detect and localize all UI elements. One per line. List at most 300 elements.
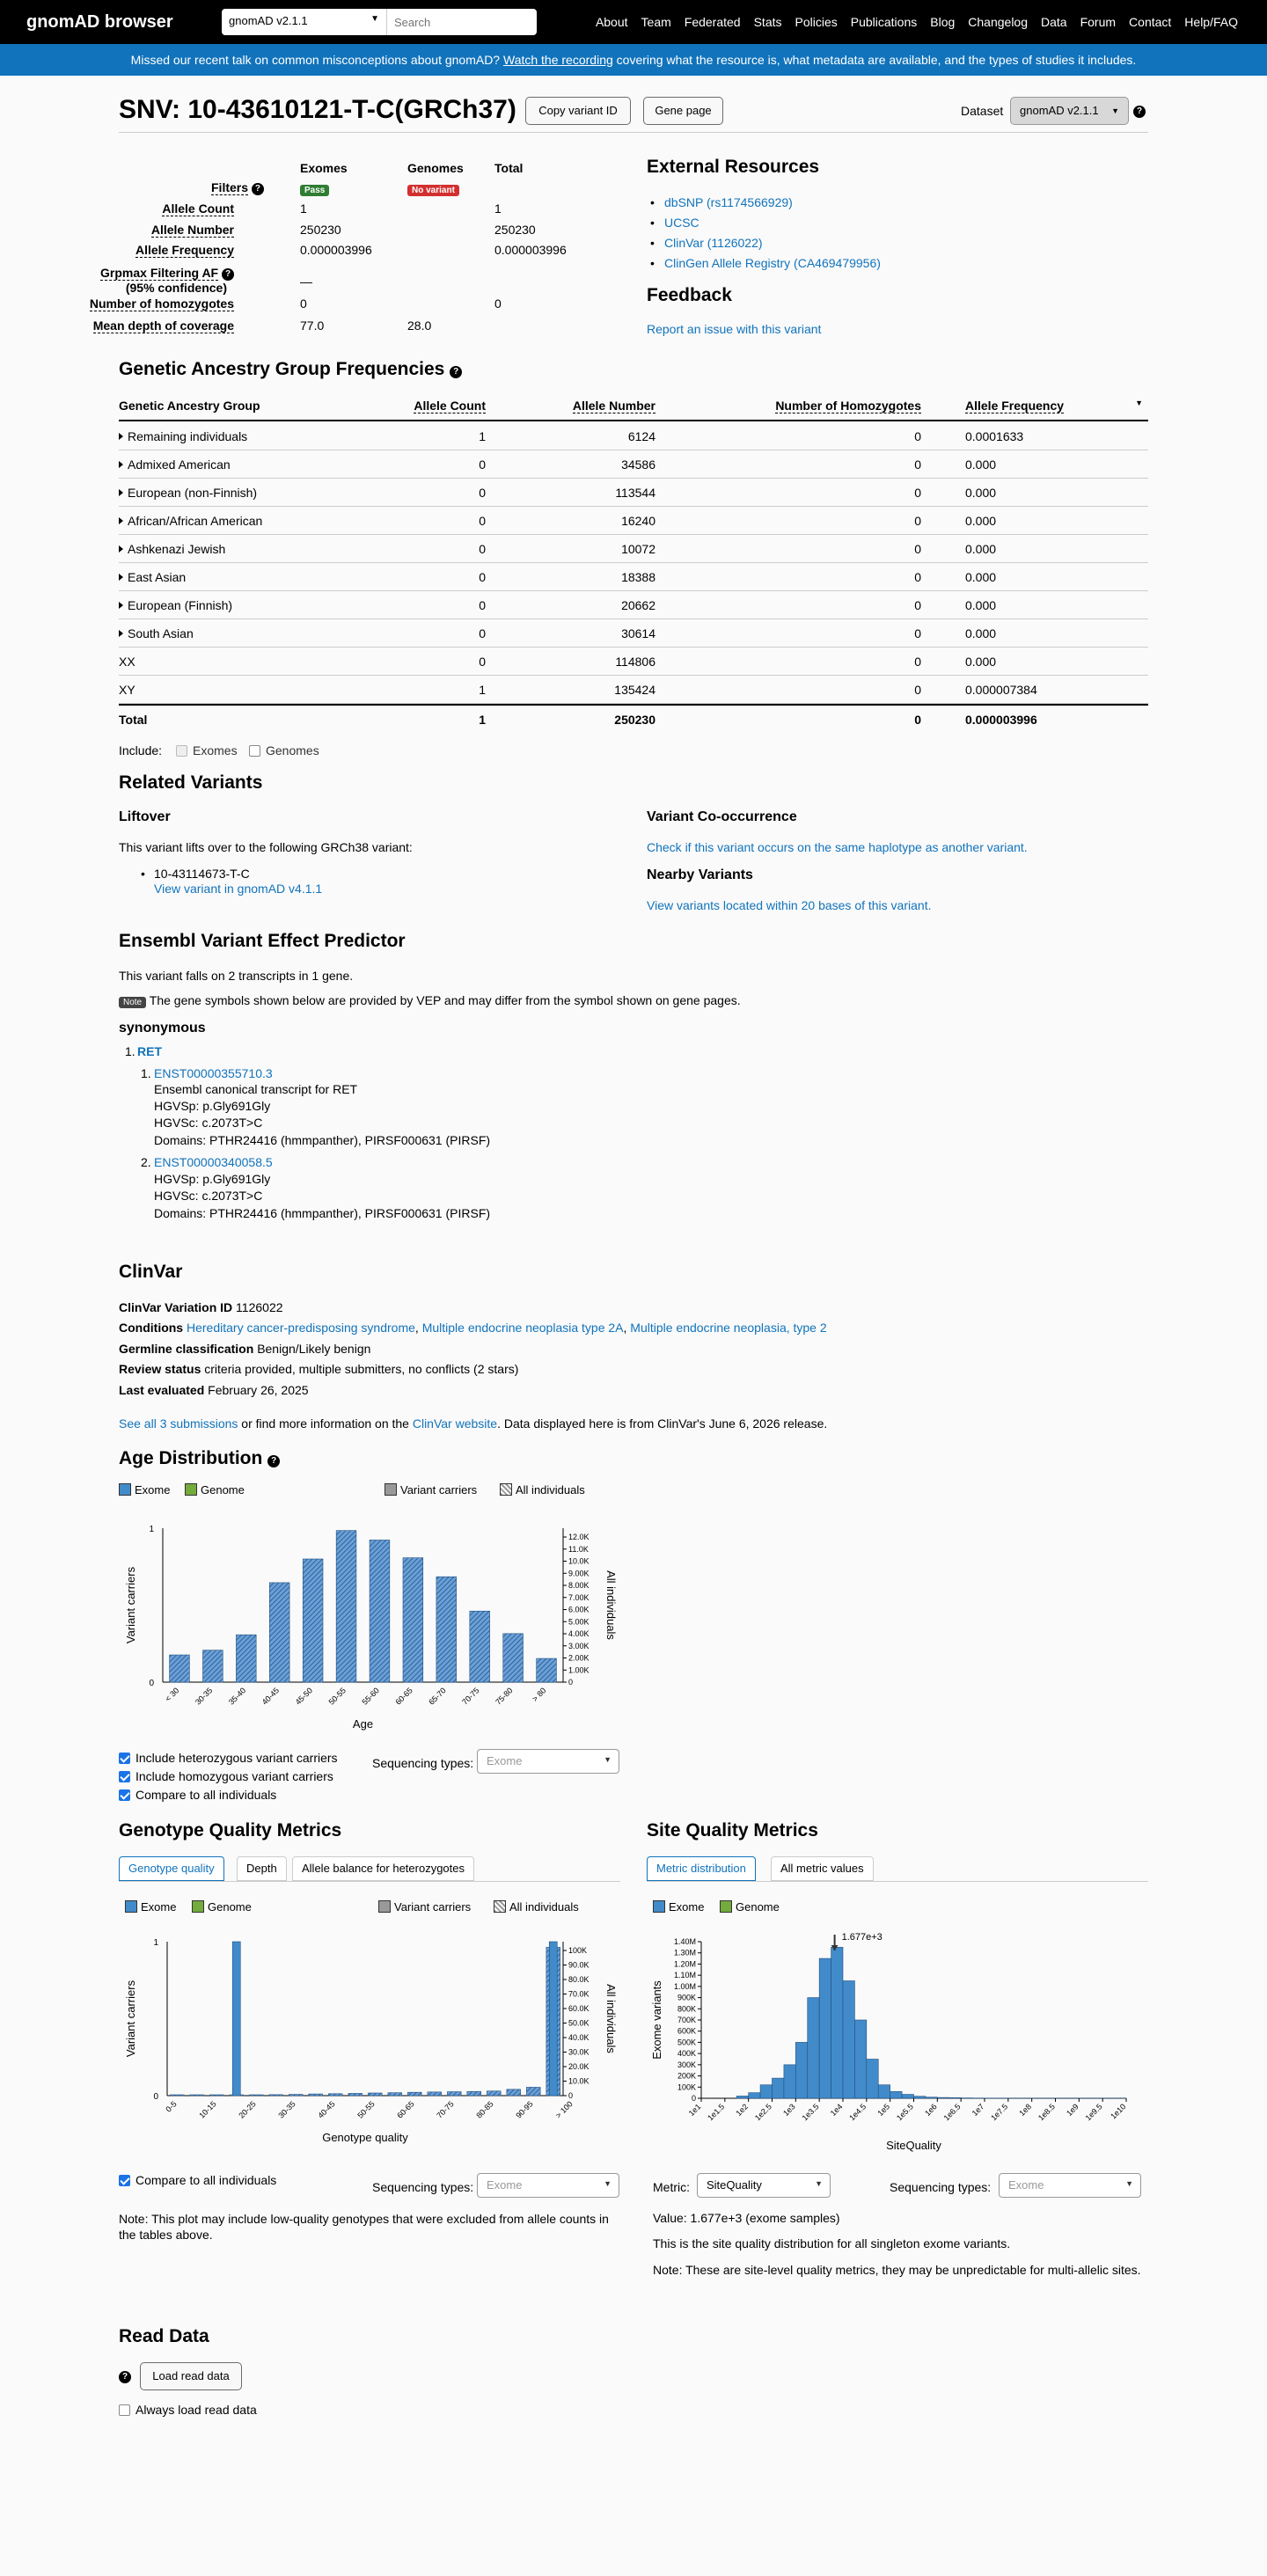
expand-icon[interactable] (119, 489, 123, 496)
expand-icon[interactable] (119, 602, 123, 609)
y2-tick-label: 8.00K (568, 1581, 590, 1590)
allele-number-cell: 250230 (614, 713, 655, 727)
nav-link-blog[interactable]: Blog (930, 15, 956, 29)
legend-all-label: All individuals (516, 1483, 585, 1497)
gene-page-button[interactable]: Gene page (643, 97, 723, 125)
metric-select[interactable] (697, 2173, 831, 2198)
opt-compare-label: Compare to all individuals (135, 1788, 277, 1802)
histogram-bar (890, 2091, 902, 2098)
nav-link-team[interactable]: Team (641, 15, 671, 29)
external-link[interactable]: dbSNP (rs1174566929) (664, 195, 793, 209)
x-axis-label: Genotype quality (322, 2131, 408, 2144)
consequence-title: synonymous (119, 1021, 206, 1036)
summary-exomes-value: — (300, 274, 312, 289)
summary-exomes-value: 77.0 (300, 318, 325, 333)
y-tick-label: 0 (691, 2094, 696, 2103)
help-icon[interactable]: ? (1133, 103, 1146, 118)
summary-label-text: Allele Number (150, 223, 234, 237)
clinvar-title: ClinVar (119, 1262, 183, 1282)
allele-count-cell: 0 (479, 655, 486, 669)
genotype-quality-chart (119, 1927, 629, 2155)
bar-all-individuals (388, 2093, 402, 2096)
table-row (119, 676, 1148, 704)
ancestry-group-cell (119, 598, 232, 612)
bar-variant-carriers (549, 1942, 557, 2096)
ancestry-group-cell (119, 570, 186, 584)
clinvar-id-value: 1126022 (236, 1300, 283, 1314)
x-tick-label: 70-75 (435, 2099, 456, 2120)
opt-heterozygous[interactable] (119, 1751, 338, 1765)
table-row[interactable] (119, 450, 1148, 479)
ancestry-group-cell (119, 683, 135, 697)
external-link[interactable]: UCSC (664, 216, 699, 230)
legend-all-label: All individuals (509, 1900, 579, 1914)
expand-icon[interactable] (119, 517, 123, 524)
include-genomes-checkbox[interactable] (249, 743, 319, 757)
pass-badge-text: Pass (300, 185, 329, 196)
y2-tick-label: 20.0K (568, 2062, 590, 2071)
seq-types-label: Sequencing types: (372, 1756, 474, 1770)
homozygotes-cell: 0 (914, 570, 921, 584)
histogram-bar (736, 2096, 748, 2098)
brand-logo[interactable]: gnomAD browser (26, 12, 173, 32)
nav-link-federated[interactable]: Federated (684, 15, 741, 29)
always-load-checkbox[interactable] (119, 2403, 257, 2417)
ancestry-group-cell (119, 655, 135, 669)
sq-seq-types-label: Sequencing types: (890, 2180, 992, 2194)
always-load-label: Always load read data (135, 2403, 257, 2417)
allele-count-cell: 0 (479, 570, 486, 584)
x-tick-label: 80-85 (474, 2099, 495, 2120)
summary-row-label (151, 223, 234, 237)
col-allele-number[interactable]: Allele Number (572, 399, 655, 413)
summary-exomes-value: 0 (300, 296, 307, 311)
site-quality-title: Site Quality Metrics (647, 1820, 818, 1841)
y-tick-label: 1.30M (673, 1948, 696, 1958)
ancestry-group-name: South Asian (128, 626, 194, 640)
chevron-down-icon: ▼ (604, 2179, 612, 2188)
nav-link-changelog[interactable]: Changelog (968, 15, 1029, 29)
vep-note-text: The gene symbols shown below are provided by VEP and may differ from the symbol shown on gene pages. (149, 993, 741, 1007)
bar-variant-carriers (232, 1942, 240, 2096)
allele-number-cell: 113544 (615, 486, 655, 500)
allele-frequency-cell: 0.000007384 (965, 683, 1037, 697)
col-allele-count[interactable]: Allele Count (414, 399, 486, 413)
condition-link[interactable]: Multiple endocrine neoplasia type 2A (421, 1321, 624, 1335)
y2-tick-label: 3.00K (568, 1641, 590, 1650)
y2-tick-label: 30.0K (568, 2047, 590, 2057)
age-title-text: Age Distribution (119, 1448, 263, 1468)
allele-count-cell: 0 (479, 457, 486, 472)
vep-title: Ensembl Variant Effect Predictor (119, 931, 406, 951)
nearby-variants-title: Nearby Variants (647, 867, 753, 882)
summary-label-text: Number of homozygotes (89, 296, 234, 311)
y-tick-label: 700K (677, 2016, 696, 2024)
summary-row-label (162, 201, 234, 216)
col-allele-frequency[interactable]: Allele Frequency (965, 399, 1065, 413)
bar-all-individuals (403, 1558, 423, 1682)
y2-axis-label: All individuals (604, 1984, 618, 2053)
include-genomes-label: Genomes (266, 743, 319, 757)
gene-link[interactable]: RET (137, 1044, 162, 1058)
bar-all-individuals (203, 1650, 223, 1682)
summary-total-value: 1 (494, 201, 502, 216)
y2-tick-label: 100K (568, 1946, 588, 1955)
table-row[interactable] (119, 422, 1148, 450)
page-title: SNV: 10-43610121-T-C(GRCh37) (119, 95, 516, 124)
x-tick-label: 20-25 (237, 2099, 258, 2120)
last-evaluated-row (119, 1383, 309, 1397)
cooccurrence-title: Variant Co-occurrence (647, 809, 797, 824)
y2-tick-label: 4.00K (568, 1629, 590, 1638)
vep-intro: This variant falls on 2 transcripts in 1 gene. (119, 969, 354, 983)
y2-tick-label: 40.0K (568, 2033, 590, 2042)
allele-frequency-cell: 0.000 (965, 570, 997, 584)
allele-number-cell: 10072 (621, 542, 655, 556)
x-tick-label: 1e9.5 (1083, 2102, 1104, 2123)
germline-label: Germline classification (119, 1342, 254, 1356)
y-tick-label: 1.00M (673, 1981, 696, 1991)
homozygotes-cell: 0 (914, 457, 921, 472)
ancestry-group-cell (119, 713, 147, 727)
opt-homozygous[interactable] (119, 1769, 333, 1783)
metric-label: Metric: (653, 2180, 690, 2194)
cooccurrence-link[interactable]: Check if this variant occurs on the same haplotype as another variant. (647, 840, 1028, 854)
allele-count-cell: 0 (479, 598, 486, 612)
x-tick-label: 1e1 (686, 2102, 703, 2119)
clinvar-release-text: . Data displayed here is from ClinVar's June 6, 2026 release. (497, 1416, 828, 1431)
x-tick-label: 30-35 (193, 1686, 215, 1707)
homozygotes-cell: 0 (914, 514, 921, 528)
legend-all-individuals (500, 1483, 585, 1497)
table-row[interactable] (119, 591, 1148, 619)
transcript-link[interactable]: ENST00000355710.3 (154, 1066, 273, 1080)
x-tick-label: 55-60 (360, 1686, 381, 1707)
expand-icon[interactable] (119, 574, 123, 581)
summary-exomes-value: 0.000003996 (300, 243, 372, 257)
histogram-bar (867, 2060, 878, 2099)
allele-count-cell: 0 (479, 486, 486, 500)
nav-link-contact[interactable]: Contact (1129, 15, 1172, 29)
nav-link-help-faq[interactable]: Help/FAQ (1184, 15, 1238, 29)
allele-number-cell: 30614 (621, 626, 655, 640)
gq-compare-label: Compare to all individuals (135, 2173, 277, 2187)
transcript-link[interactable]: ENST00000340058.5 (154, 1155, 273, 1169)
copy-variant-id-button[interactable]: Copy variant ID (525, 97, 631, 125)
x-tick-label: 1e2 (734, 2102, 751, 2119)
vep-note (119, 993, 741, 1008)
pass-badge (300, 181, 329, 196)
y2-tick-label: 9.00K (568, 1569, 590, 1578)
sq-desc: This is the site quality distribution for all singleton exome variants. (653, 2236, 1011, 2250)
y2-tick-label: 7.00K (568, 1592, 590, 1602)
load-read-data-button[interactable]: Load read data (140, 2362, 242, 2390)
col-genomes: Genomes (407, 161, 464, 175)
x-tick-label: 1e6 (923, 2102, 939, 2119)
legend-genome-label: Genome (201, 1483, 245, 1497)
allele-frequency-cell: 0.000 (965, 542, 997, 556)
legend-carriers-label: Variant carriers (400, 1483, 478, 1497)
ancestry-group-cell (119, 542, 225, 556)
y2-tick-label: 10.0K (568, 1556, 590, 1566)
submissions-link[interactable]: See all 3 submissions (119, 1416, 238, 1431)
allele-count-cell: 0 (479, 514, 486, 528)
ancestry-title (119, 359, 462, 380)
clinvar-website-link[interactable]: ClinVar website (412, 1416, 498, 1431)
transcript-hgvsc: HGVSc: c.2073T>C (154, 1116, 263, 1130)
tick-label: 1 (153, 1938, 158, 1948)
y-tick-label: 500K (677, 2038, 696, 2047)
expand-icon[interactable] (119, 461, 123, 468)
nav-links (582, 15, 1238, 29)
transcript-domains: Domains: PTHR24416 (hmmpanther), PIRSF000631 (PIRSF) (154, 1133, 491, 1147)
summary-label-text: Allele Count (162, 201, 234, 216)
chevron-down-icon: ▼ (1125, 2179, 1133, 2188)
summary-label-text: Grpmax Filtering AF (100, 266, 219, 280)
nearby-variants-link[interactable]: View variants located within 20 bases of this variant. (647, 898, 932, 912)
gq-seq-types-select[interactable] (477, 2173, 619, 2198)
x-tick-label: 40-45 (316, 2099, 337, 2120)
col-ancestry-group[interactable]: Genetic Ancestry Group (119, 399, 260, 413)
no-variant-badge-text: No variant (407, 185, 459, 196)
homozygotes-cell: 0 (914, 542, 921, 556)
legend-genome (185, 1483, 245, 1497)
lift-variant: 10-43114673-T-C (154, 867, 250, 881)
y-tick-label: 600K (677, 2026, 696, 2036)
ancestry-group-name: European (Finnish) (128, 598, 233, 612)
x-tick-label: 1e1.5 (706, 2102, 727, 2123)
x-tick-label: 1e7.5 (989, 2102, 1010, 2123)
allele-count-cell: 1 (479, 683, 486, 697)
histogram-bar (760, 2085, 772, 2098)
expand-icon[interactable] (119, 630, 123, 637)
summary-total-value: 250230 (494, 223, 536, 237)
ancestry-group-name: European (non-Finnish) (128, 486, 258, 500)
histogram-bar (819, 1958, 831, 2098)
nav-link-forum[interactable]: Forum (1080, 15, 1117, 29)
histogram-bar (854, 2020, 866, 2098)
x-tick-label: 90-95 (514, 2099, 535, 2120)
y-tick-label: 400K (677, 2049, 696, 2059)
sq-seq-types-select[interactable] (999, 2173, 1141, 2198)
allele-frequency-cell: 0.000003996 (965, 713, 1037, 727)
ancestry-group-name: African/African American (128, 514, 263, 528)
external-bullet: • (650, 216, 655, 230)
legend-genome-label: Genome (736, 1900, 780, 1914)
tab-allele-balance[interactable]: Allele balance for heterozygotes (292, 1856, 474, 1881)
nav-link-publications[interactable]: Publications (850, 15, 918, 29)
nav-link-stats[interactable]: Stats (753, 15, 782, 29)
summary-row-label-2: (95% confidence) (125, 281, 227, 295)
germline-value: Benign/Likely benign (257, 1342, 371, 1356)
y-tick-label: 1.10M (673, 1971, 696, 1980)
expand-icon[interactable] (119, 433, 123, 440)
bar-all-individuals (428, 2092, 442, 2096)
gq-compare-all[interactable] (119, 2173, 276, 2187)
y-axis-label: Variant carriers (124, 1980, 137, 2058)
histogram-bar (784, 2065, 795, 2098)
table-row[interactable] (119, 535, 1148, 563)
nav-link-policies[interactable]: Policies (795, 15, 838, 29)
x-tick-label: > 80 (530, 1686, 548, 1703)
liftover-text: This variant lifts over to the following GRCh38 variant: (119, 840, 413, 854)
opt-homozygous-label: Include homozygous variant carriers (135, 1769, 333, 1783)
last-evaluated-value: February 26, 2025 (208, 1383, 309, 1397)
col-exomes: Exomes (300, 161, 348, 175)
allele-frequency-cell: 0.000 (965, 486, 997, 500)
bar-all-individuals (170, 1655, 190, 1682)
transcript-hgvsc: HGVSc: c.2073T>C (154, 1189, 263, 1203)
review-value: criteria provided, multiple submitters, no conflicts (2 stars) (204, 1362, 519, 1376)
table-row[interactable] (119, 479, 1148, 507)
allele-count-cell: 1 (479, 713, 486, 727)
bar-all-individuals (170, 2095, 184, 2096)
allele-frequency-cell: 0.0001633 (965, 429, 1024, 443)
histogram-bar (949, 2097, 961, 2098)
review-row (119, 1362, 518, 1376)
allele-number-cell: 135424 (614, 683, 655, 697)
summary-row-label (93, 318, 234, 333)
summary-total-value: 0.000003996 (494, 243, 567, 257)
help-icon[interactable]: ? (267, 1455, 280, 1467)
tab-depth[interactable]: Depth (237, 1856, 287, 1881)
dataset-label: Dataset (961, 104, 1004, 118)
condition-link[interactable]: Hereditary cancer-predisposing syndrome (187, 1321, 415, 1335)
external-resources-title: External Resources (647, 157, 820, 177)
y2-tick-label: 70.0K (568, 1989, 590, 1999)
chevron-down-icon: ▼ (370, 14, 379, 24)
report-issue-link[interactable]: Report an issue with this variant (647, 322, 822, 336)
transcript-domains: Domains: PTHR24416 (hmmpanther), PIRSF000631 (PIRSF) (154, 1206, 491, 1220)
nav-link-data[interactable]: Data (1041, 15, 1067, 29)
nav-link-about[interactable]: About (595, 15, 628, 29)
expand-icon[interactable] (119, 545, 123, 553)
no-variant-badge (407, 181, 459, 196)
ancestry-group-name: XY (119, 683, 135, 697)
tick-label: 0 (153, 2092, 158, 2102)
ancestry-group-name: XX (119, 655, 135, 669)
table-row[interactable] (119, 619, 1148, 648)
x-tick-label: 1e5 (875, 2102, 892, 2119)
opt-compare-all[interactable] (119, 1788, 276, 1802)
table-row[interactable] (119, 507, 1148, 535)
note-badge: Note (119, 997, 146, 1008)
germline-row (119, 1342, 370, 1356)
summary-row-label (100, 266, 234, 281)
homozygotes-cell: 0 (914, 655, 921, 669)
y2-tick-label: 50.0K (568, 2018, 590, 2028)
x-tick-label: 1e5.5 (894, 2102, 915, 2123)
tab-genotype-quality[interactable]: Genotype quality (119, 1856, 224, 1881)
x-tick-label: 1e10 (1109, 2102, 1128, 2121)
conditions-label: Conditions (119, 1321, 184, 1335)
summary-row-label (135, 243, 234, 257)
search-input[interactable] (386, 9, 537, 35)
y2-tick-label: 90.0K (568, 1960, 590, 1970)
include-exomes-checkbox[interactable] (176, 743, 238, 757)
summary-total-value: 0 (494, 296, 502, 311)
x-tick-label: 1e3.5 (800, 2102, 821, 2123)
y-tick-label: 200K (677, 2071, 696, 2081)
related-variants-title: Related Variants (119, 772, 263, 793)
clinvar-id-label: ClinVar Variation ID (119, 1300, 233, 1314)
legend-exome-label: Exome (135, 1483, 171, 1497)
help-icon[interactable]: ? (119, 2368, 131, 2383)
site-quality-chart (647, 1922, 1157, 2155)
x-tick-label: < 30 (163, 1686, 181, 1703)
histogram-bar (773, 2078, 784, 2098)
bar-all-individuals (348, 2093, 363, 2096)
dataset-select[interactable] (222, 9, 386, 35)
allele-number-cell: 34586 (621, 457, 655, 472)
bar-all-individuals (209, 2095, 223, 2096)
legend-variant-carriers (378, 1900, 471, 1914)
summary-row-label (90, 296, 234, 311)
metric-select-value: SiteQuality (707, 2178, 762, 2192)
legend-exome (119, 1483, 170, 1497)
y2-tick-label: 2.00K (568, 1653, 590, 1663)
external-link[interactable]: ClinVar (1126022) (664, 236, 763, 250)
view-in-v4-link[interactable]: View variant in gnomAD v4.1.1 (154, 882, 323, 896)
histogram-bar (914, 2097, 926, 2098)
watch-recording-link[interactable]: Watch the recording (503, 53, 613, 67)
condition-link[interactable]: Multiple endocrine neoplasia, type 2 (630, 1321, 827, 1335)
ancestry-group-cell (119, 486, 257, 500)
bar-all-individuals (436, 1577, 457, 1682)
tab-all-metric-values[interactable]: All metric values (771, 1856, 874, 1881)
ancestry-group-name: Admixed American (128, 457, 231, 472)
tab-metric-distribution[interactable]: Metric distribution (647, 1856, 756, 1881)
x-tick-label: 1e8 (1017, 2102, 1034, 2119)
legend-all-individuals (494, 1900, 579, 1914)
banner-text: Missed our recent talk on common misconceptions about gnomAD? (130, 53, 501, 67)
allele-number-cell: 114806 (615, 655, 655, 669)
clinvar-conditions-row: Conditions Hereditary cancer-predisposing syndrome, Multiple endocrine neoplasia type 2A, Multiple endocrine neoplasia, type 2 (119, 1321, 827, 1335)
col-homozygotes[interactable]: Number of Homozygotes (775, 399, 921, 413)
bar-all-individuals (236, 1635, 256, 1682)
seq-types-select[interactable] (477, 1749, 619, 1774)
ancestry-group-cell (119, 429, 247, 443)
table-row[interactable] (119, 563, 1148, 591)
bar-all-individuals (447, 2092, 461, 2096)
external-bullet: • (650, 236, 655, 250)
allele-frequency-cell: 0.000 (965, 626, 997, 640)
dataset-dropdown[interactable] (1010, 97, 1129, 125)
legend-genome-label: Genome (208, 1900, 252, 1914)
transcript-canonical: Ensembl canonical transcript for RET (154, 1082, 358, 1096)
y-axis-label: Variant carriers (124, 1566, 137, 1644)
last-evaluated-label: Last evaluated (119, 1383, 205, 1397)
histogram-bar (749, 2093, 760, 2098)
allele-frequency-cell: 0.000 (965, 655, 997, 669)
ancestry-group-cell (119, 626, 194, 640)
table-row (119, 648, 1148, 676)
read-data-title: Read Data (119, 2326, 209, 2346)
ancestry-group-name: Remaining individuals (128, 429, 248, 443)
x-tick-label: 70-75 (460, 1686, 481, 1707)
help-icon[interactable]: ? (222, 268, 234, 281)
help-icon[interactable]: ? (252, 183, 264, 195)
allele-number-cell: 20662 (621, 598, 655, 612)
help-icon[interactable]: ? (450, 366, 462, 378)
legend-carriers-label: Variant carriers (394, 1900, 472, 1914)
histogram-bar (843, 1981, 854, 2099)
gq-note: Note: This plot may include low-quality genotypes that were excluded from allele counts in the tables above. (119, 2212, 609, 2242)
homozygotes-cell: 0 (914, 683, 921, 697)
sort-desc-icon[interactable]: ▼ (1135, 399, 1143, 407)
external-link[interactable]: ClinGen Allele Registry (CA469479956) (664, 256, 881, 270)
bar-all-individuals (526, 2087, 540, 2096)
